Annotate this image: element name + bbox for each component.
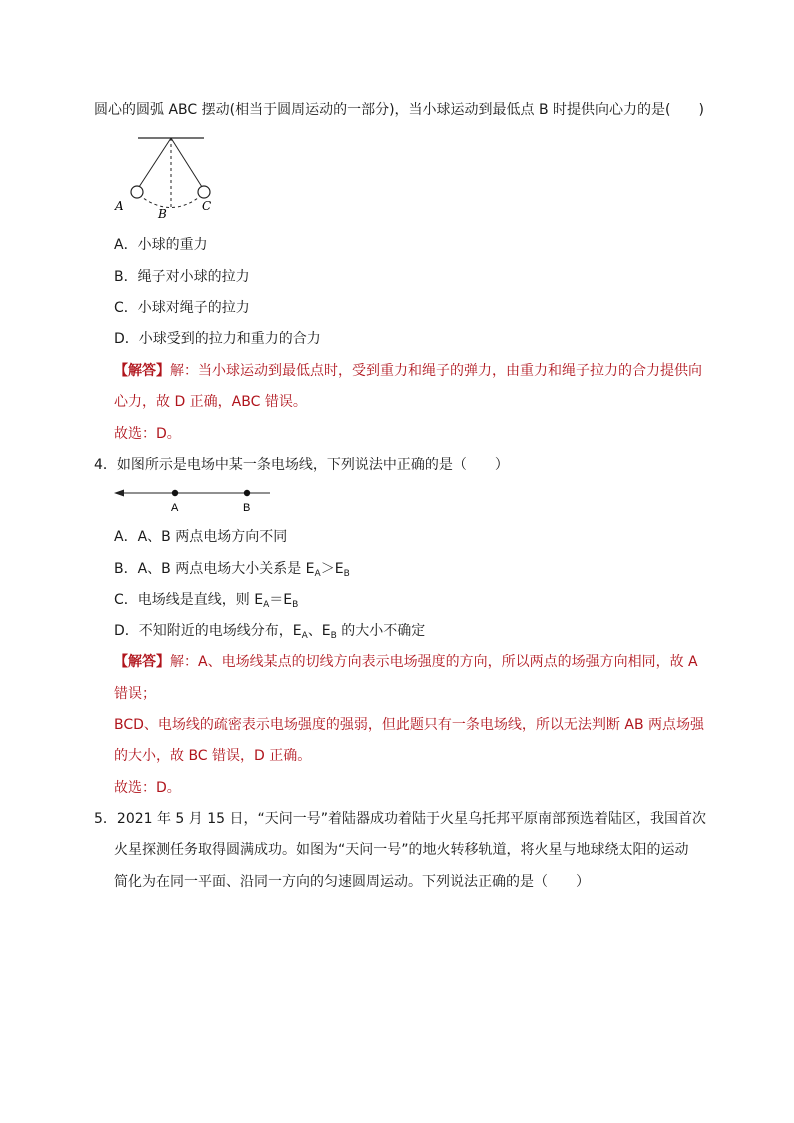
point-b xyxy=(244,490,250,496)
q4-answer-line4: 的大小，故 BC 错误，D 正确。 xyxy=(114,748,312,764)
label-a: A xyxy=(171,502,179,514)
point-a xyxy=(172,490,178,496)
q4-answer-line2: 错误； xyxy=(114,686,156,702)
ball-c xyxy=(198,186,210,198)
q4-option-b: B．A、B 两点电场大小关系是 $E_A>E_B$ xyxy=(114,561,350,579)
q3-option-a: A．小球的重力 xyxy=(114,237,208,253)
q4-answer-line1: 【解答】解：A、电场线某点的切线方向表示电场强度的方向，所以两点的场强方向相同，故 A xyxy=(114,654,698,670)
label-a: A xyxy=(115,199,124,213)
q5-line3: 简化为在同一平面、沿同一方向的匀速圆周运动。下列说法正确的是（ ） xyxy=(114,874,590,890)
q4-stem: 4．如图所示是电场中某一条电场线，下列说法中正确的是（ ） xyxy=(94,457,509,473)
label-b: B xyxy=(158,207,167,220)
q4-answer-line3: BCD、电场线的疏密表示电场强度的强弱，但此题只有一条电场线，所以无法判断 AB 两点场强 xyxy=(114,717,704,733)
q3-option-c: C．小球对绳子的拉力 xyxy=(114,300,250,316)
field-line-figure xyxy=(112,484,274,514)
answer-tag: 【解答】 xyxy=(114,363,170,379)
ball-a xyxy=(131,186,143,198)
answer-tag: 【解答】 xyxy=(114,654,170,670)
q3-option-d: D．小球受到的拉力和重力的合力 xyxy=(114,331,321,347)
q3-stem: 圆心的圆弧 ABC 摆动(相当于圆周运动的一部分)，当小球运动到最低点 B 时提供向心力的是( ) xyxy=(94,102,704,118)
q3-option-b: B．绳子对小球的拉力 xyxy=(114,269,250,285)
q4-choice: 故选：D。 xyxy=(114,780,181,796)
q4-option-c: C．电场线是直线，则 $E_A=E_B$ xyxy=(114,592,299,610)
q4-option-a: A．A、B 两点电场方向不同 xyxy=(114,529,288,545)
q3-answer-line1: 【解答】解：当小球运动到最低点时，受到重力和绳子的弹力，由重力和绳子拉力的合力提供向 xyxy=(114,363,702,379)
q5-line2: 火星探测任务取得圆满成功。如图为“天问一号”的地火转移轨道，将火星与地球绕太阳的运动 xyxy=(114,842,689,858)
pendulum-figure xyxy=(108,134,218,220)
q3-answer-line2: 心力，故 D 正确，ABC 错误。 xyxy=(114,394,307,410)
q4-option-d: D．不知附近的电场线分布，$E_A$、$E_B$ 的大小不确定 xyxy=(114,623,426,641)
label-c: C xyxy=(202,199,212,213)
q3-choice: 故选：D。 xyxy=(114,426,181,442)
q5-line1: 5．2021 年 5 月 15 日，“天问一号”着陆器成功着陆于火星乌托邦平原南部预选着陆区，我国首次 xyxy=(94,811,707,827)
label-b: B xyxy=(243,502,251,514)
